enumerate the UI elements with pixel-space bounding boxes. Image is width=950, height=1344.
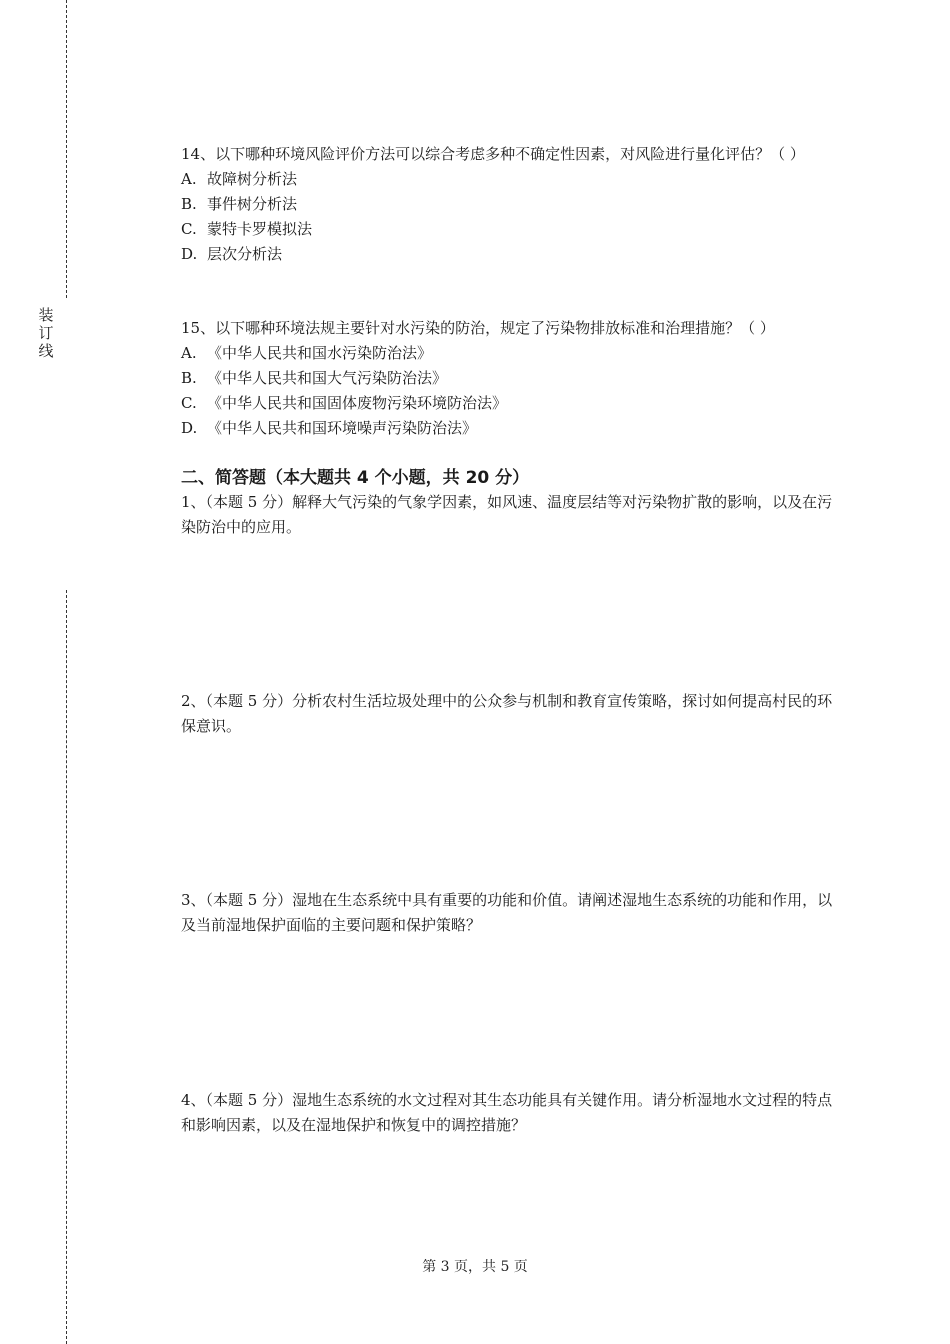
option-text: 层次分析法: [207, 245, 283, 263]
option-d: [181, 242, 841, 267]
option-letter: C.: [181, 220, 197, 238]
question-14: [181, 142, 841, 267]
option-a: [181, 167, 841, 192]
option-text: 《中华人民共和国环境噪声污染防治法》: [207, 419, 478, 437]
binding-dashed-line-top: [66, 0, 67, 298]
page-number-footer: 第 3 页，共 5 页: [422, 1259, 528, 1275]
option-c: [181, 217, 841, 242]
option-letter: B.: [181, 195, 197, 213]
binding-char: 线: [38, 342, 54, 360]
question-15: [181, 316, 841, 441]
question-stem: 15、以下哪种环境法规主要针对水污染的防治，规定了污染物排放标准和治理措施？（ ）: [181, 319, 775, 337]
option-letter: C.: [181, 394, 197, 412]
short-answer-question-4: [181, 1088, 841, 1138]
short-answer-question-2: [181, 689, 841, 739]
option-text: 故障树分析法: [207, 170, 298, 188]
short-answer-question-1: [181, 490, 841, 540]
option-text: 蒙特卡罗模拟法: [207, 220, 313, 238]
section-heading-short-answer: 二、简答题（本大题共 4 个小题，共 20 分）: [181, 468, 530, 488]
question-stem: 2、（本题 5 分）分析农村生活垃圾处理中的公众参与机制和教育宣传策略，探讨如何提高村民的环保意识。: [181, 692, 833, 735]
option-letter: B.: [181, 369, 197, 387]
option-letter: D.: [181, 245, 198, 263]
option-letter: A.: [181, 344, 197, 362]
option-text: 《中华人民共和国水污染防治法》: [207, 344, 433, 362]
option-text: 《中华人民共和国固体废物污染环境防治法》: [207, 394, 508, 412]
question-stem: 1、（本题 5 分）解释大气污染的气象学因素，如风速、温度层结等对污染物扩散的影响，以及在污染防治中的应用。: [181, 493, 833, 536]
option-b: [181, 366, 841, 391]
option-b: [181, 192, 841, 217]
question-stem: 14、以下哪种环境风险评价方法可以综合考虑多种不确定性因素，对风险进行量化评估？（ ）: [181, 145, 805, 163]
option-text: 事件树分析法: [207, 195, 298, 213]
short-answer-question-3: [181, 888, 841, 938]
option-text: 《中华人民共和国大气污染防治法》: [207, 369, 448, 387]
binding-label: [37, 306, 55, 360]
option-letter: D.: [181, 419, 198, 437]
binding-char: 订: [38, 324, 54, 342]
binding-char: 装: [38, 306, 54, 324]
binding-dashed-line-bottom: [66, 590, 67, 1344]
question-stem: 4、（本题 5 分）湿地生态系统的水文过程对其生态功能具有关键作用。请分析湿地水文过程的特点和影响因素，以及在湿地保护和恢复中的调控措施？: [181, 1091, 833, 1134]
option-a: [181, 341, 841, 366]
question-stem: 3、（本题 5 分）湿地在生态系统中具有重要的功能和价值。请阐述湿地生态系统的功能和作用，以及当前湿地保护面临的主要问题和保护策略？: [181, 891, 833, 934]
option-d: [181, 416, 841, 441]
option-c: [181, 391, 841, 416]
option-letter: A.: [181, 170, 197, 188]
